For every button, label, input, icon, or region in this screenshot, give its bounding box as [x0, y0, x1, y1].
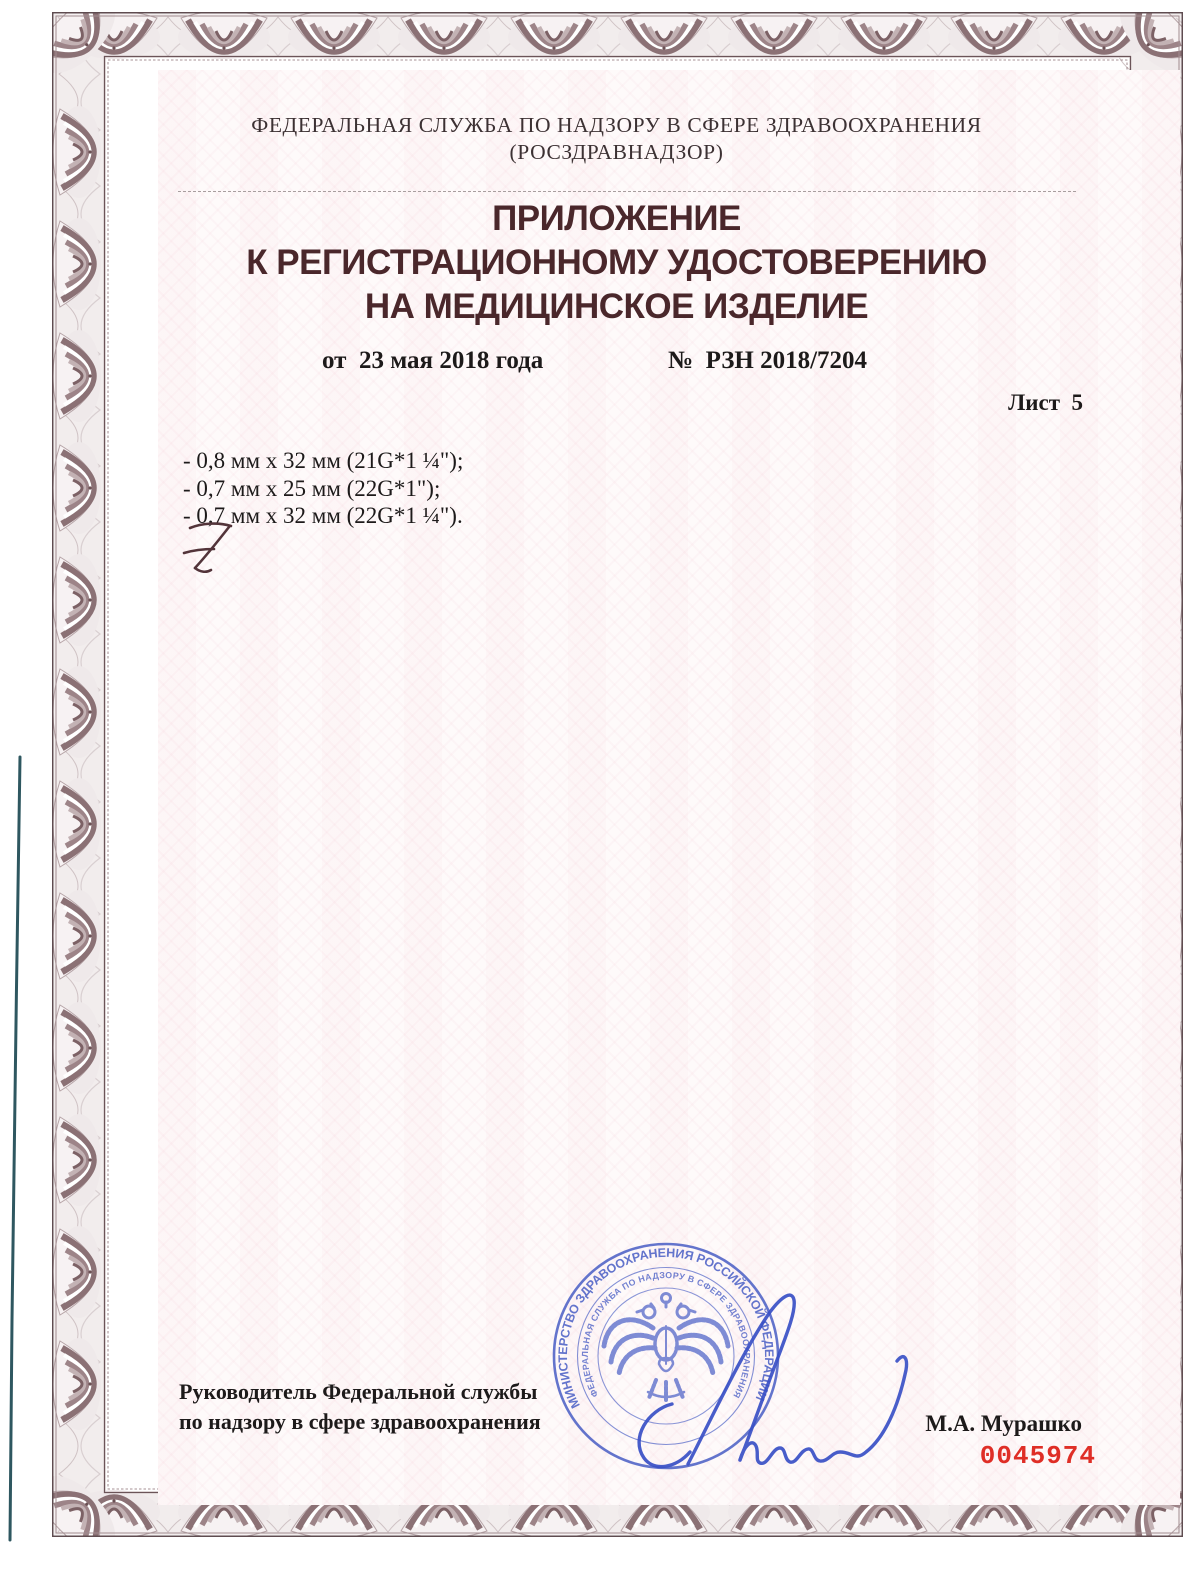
size-item: - 0,7 мм х 32 мм (22G*1 ¼"). — [183, 503, 463, 528]
blank-serial-number: 0045974 — [979, 1441, 1096, 1471]
signer-role-line1: Руководитель Федеральной службы — [179, 1379, 538, 1404]
size-item: - 0,7 мм х 25 мм (22G*1"); — [183, 475, 441, 501]
stamp-ring-outer-text: МИНИСТЕРСТВО ЗДРАВООХРАНЕНИЯ РОССИЙСКОЙ ФЕДЕРАЦИИ — [555, 1245, 777, 1411]
issue-date: от 23 мая 2018 года — [322, 347, 544, 374]
issuer-short-name: (РОСЗДРАВНАДЗОР) — [509, 140, 724, 164]
signer-role-line2: по надзору в сфере здравоохранения — [179, 1409, 541, 1434]
doc-title-line1: ПРИЛОЖЕНИЕ — [492, 199, 741, 238]
registration-number: № РЗН 2018/7204 — [668, 347, 868, 374]
size-item: - 0,8 мм х 32 мм (21G*1 ¼"); — [183, 448, 464, 473]
doc-title-line3: НА МЕДИЦИНСКОЕ ИЗДЕЛИЕ — [364, 287, 869, 326]
issuer-name: ФЕДЕРАЛЬНАЯ СЛУЖБА ПО НАДЗОРУ В СФЕРЕ ЗДРАВООХРАНЕНИЯ — [251, 113, 982, 137]
header-separator — [178, 191, 1076, 192]
sheet-number: Лист 5 — [1008, 390, 1083, 415]
doc-title-line2: К РЕГИСТРАЦИОННОМУ УДОСТОВЕРЕНИЮ — [246, 243, 987, 282]
signer-name: М.А. Мурашко — [925, 1411, 1082, 1436]
stamp-ring-inner-text: ФЕДЕРАЛЬНАЯ СЛУЖБА ПО НАДЗОРУ В СФЕРЕ ЗДРАВООХРАНЕНИЯ — [579, 1270, 753, 1401]
